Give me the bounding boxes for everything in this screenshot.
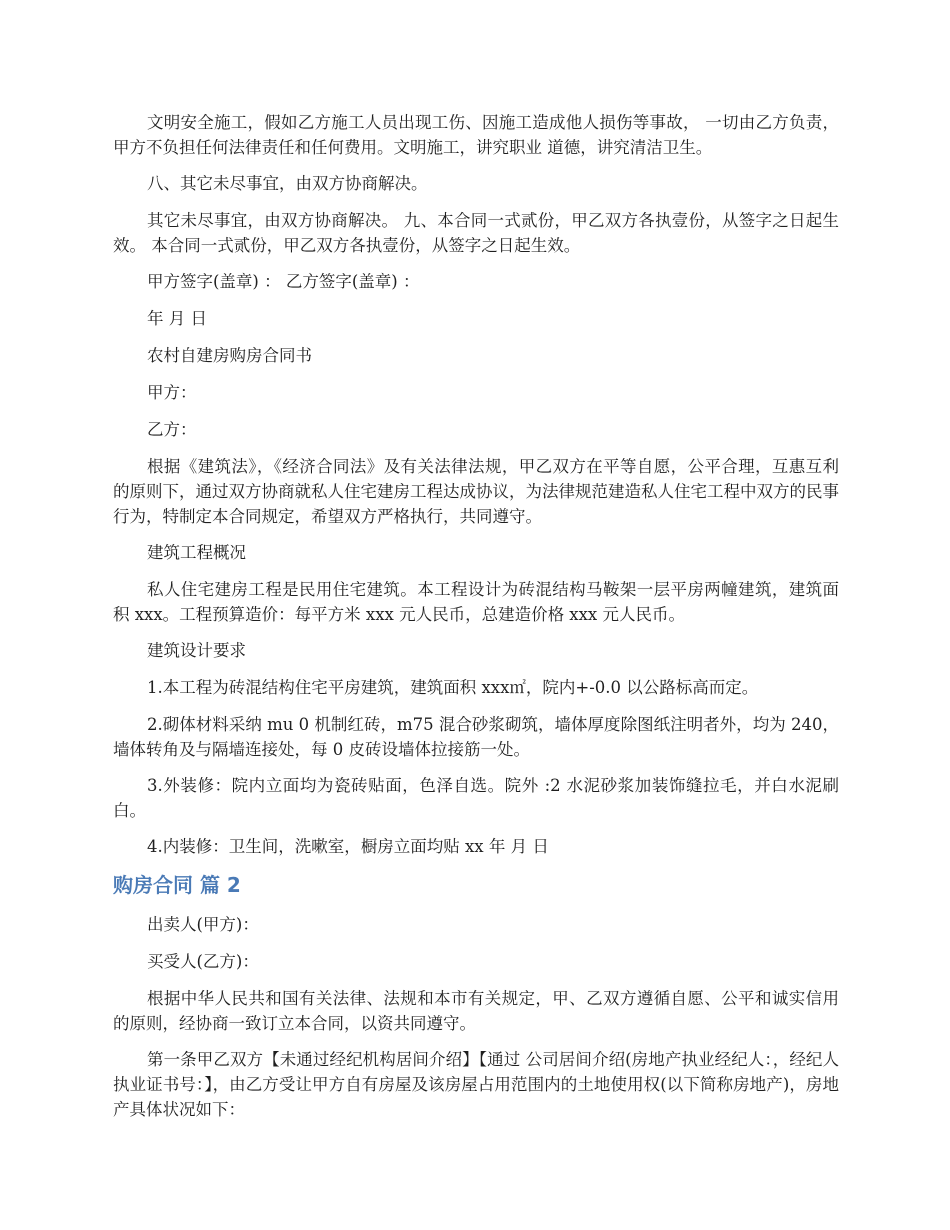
paragraph-seller: 出卖人(甲方)： [147,915,259,934]
paragraph-project-overview-title: 建筑工程概况 [147,543,246,562]
paragraph-signatures: 甲方签字(盖章) ： 乙方签字(盖章) ： [147,272,420,291]
paragraph-clause-8: 八、其它未尽事宜，由双方协商解决。 [147,174,428,193]
paragraph-party-b: 乙方： [147,420,197,439]
paragraph-contract-title: 农村自建房购房合同书 [147,346,312,365]
paragraph-requirement-4: 4.内装修：卫生间，洗嗽室，橱房立面均贴 xx 年 月 日 [147,837,549,856]
paragraph-requirement-1: 1.本工程为砖混结构住宅平房建筑，建筑面积 xxx㎡，院内+-0.0 以公路标高而定。 [147,678,759,697]
paragraph-buyer: 买受人(乙方)： [147,952,259,971]
section-heading: 购房合同 篇 2 [113,873,241,897]
paragraph-article-1: 第一条甲乙双方【未通过经纪机构居间介绍】【通过 公司居间介绍(房地产执业经纪人：，经纪人执业证书号：】，由乙方受让甲方自有房屋及该房屋占用范围内的土地使用权(以下简称房地产)，房地产具体状况如下： [113,1050,839,1119]
paragraph-legal-basis: 根据《建筑法》，《经济合同法》及有关法律法规，甲乙双方在平等自愿，公平合理，互惠互利的原则下，通过双方协商就私人住宅建房工程达成协议，为法律规范建造私人住宅工程中双方的民事行为，特制定本合同规定，希望双方严格执行，共同遵守。 [113,457,839,526]
paragraph-requirement-2: 2.砌体材料采纳 mu 0 机制红砖，m75 混合砂浆砌筑，墙体厚度除图纸注明者外，均为 240，墙体转角及与隔墙连接处，每 0 皮砖设墙体拉接筋一处。 [113,715,839,759]
paragraph-safety: 文明安全施工，假如乙方施工人员出现工伤、因施工造成他人损伤等事故， 一切由乙方负责，甲方不负担任何法律责任和任何费用。文明施工，讲究职业 道德，讲究清洁卫生。 [113,113,839,157]
paragraph-project-overview: 私人住宅建房工程是民用住宅建筑。本工程设计为砖混结构马鞍架一层平房两幢建筑，建筑面积 xxx。工程预算造价：每平方米 xxx 元人民币，总建造价格 xxx 元人民币。 [113,580,839,624]
paragraph-purchase-basis: 根据中华人民共和国有关法律、法规和本市有关规定，甲、乙双方遵循自愿、公平和诚实信用的原则，经协商一致订立本合同，以资共同遵守。 [113,989,839,1033]
paragraph-requirement-3: 3.外装修：院内立面均为瓷砖贴面，色泽自选。院外 :2 水泥砂浆加装饰缝拉毛，并白水泥刷白。 [113,776,839,820]
document-page [113,110,839,1133]
paragraph-party-a: 甲方： [147,383,197,402]
paragraph-design-requirements-title: 建筑设计要求 [147,641,246,660]
paragraph-clause-9: 其它未尽事宜，由双方协商解决。 九、本合同一式贰份，甲乙双方各执壹份，从签字之日起生效。 本合同一式贰份，甲乙双方各执壹份，从签字之日起生效。 [113,211,839,255]
paragraph-date: 年 月 日 [147,309,207,328]
